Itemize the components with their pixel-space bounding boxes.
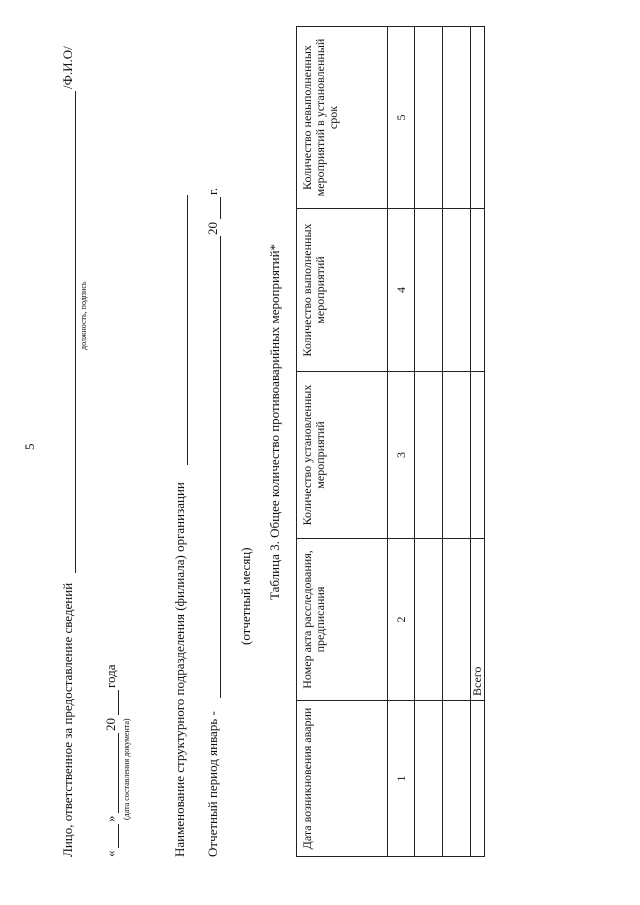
col-number-5: 5 (388, 27, 415, 209)
date-year-suffix: года (103, 664, 118, 688)
measures-table (296, 26, 485, 857)
date-year-line (118, 690, 119, 715)
table-total-row (471, 27, 485, 857)
period-year-prefix: 20 (205, 222, 220, 235)
date-month-line (118, 733, 119, 813)
header-accident-date: Дата возникновения аварии (297, 701, 388, 857)
total-label: Всего (471, 539, 485, 701)
table-number-row (388, 27, 415, 857)
col-number-2: 2 (388, 539, 415, 701)
table-row (443, 27, 471, 857)
date-year-prefix: 20 (103, 718, 118, 731)
signature-caption: должность, подпись (79, 281, 88, 350)
responsible-signature-line (75, 91, 76, 573)
header-act-number: Номер акта расследования, предписания (297, 539, 388, 701)
division-label: Наименование структурного подразделения (филиала) организации (172, 482, 187, 857)
fio-label: /Ф.И.О/ (60, 46, 75, 89)
total-blank-cell (471, 701, 485, 857)
responsible-label: Лицо, ответственное за предоставление сведений (60, 582, 75, 857)
period-year-suffix: г. (205, 187, 220, 195)
col-number-4: 4 (388, 209, 415, 372)
header-not-completed-count: Количество невыполненных мероприятий в установленный срок (297, 27, 388, 209)
date-open-quote: « (103, 850, 118, 857)
col-number-3: 3 (388, 372, 415, 539)
period-label: Отчетный период январь - (205, 711, 220, 857)
table-title: Таблица 3. Общее количество противоаварийных мероприятий* (267, 243, 282, 600)
table-row (415, 27, 443, 857)
period-year-line (220, 197, 221, 219)
period-month-line (220, 236, 221, 698)
col-number-1: 1 (388, 701, 415, 857)
date-caption: (дата составления документа) (122, 718, 131, 820)
date-day-line (118, 824, 119, 848)
page-number: 5 (22, 443, 37, 450)
period-caption: (отчетный месяц) (238, 547, 253, 645)
division-line (187, 195, 188, 465)
header-established-count: Количество установленных мероприятий (297, 372, 388, 539)
table-header-row (297, 27, 388, 857)
header-completed-count: Количество выполненных мероприятий (297, 209, 388, 372)
date-close-quote: » (103, 815, 118, 822)
